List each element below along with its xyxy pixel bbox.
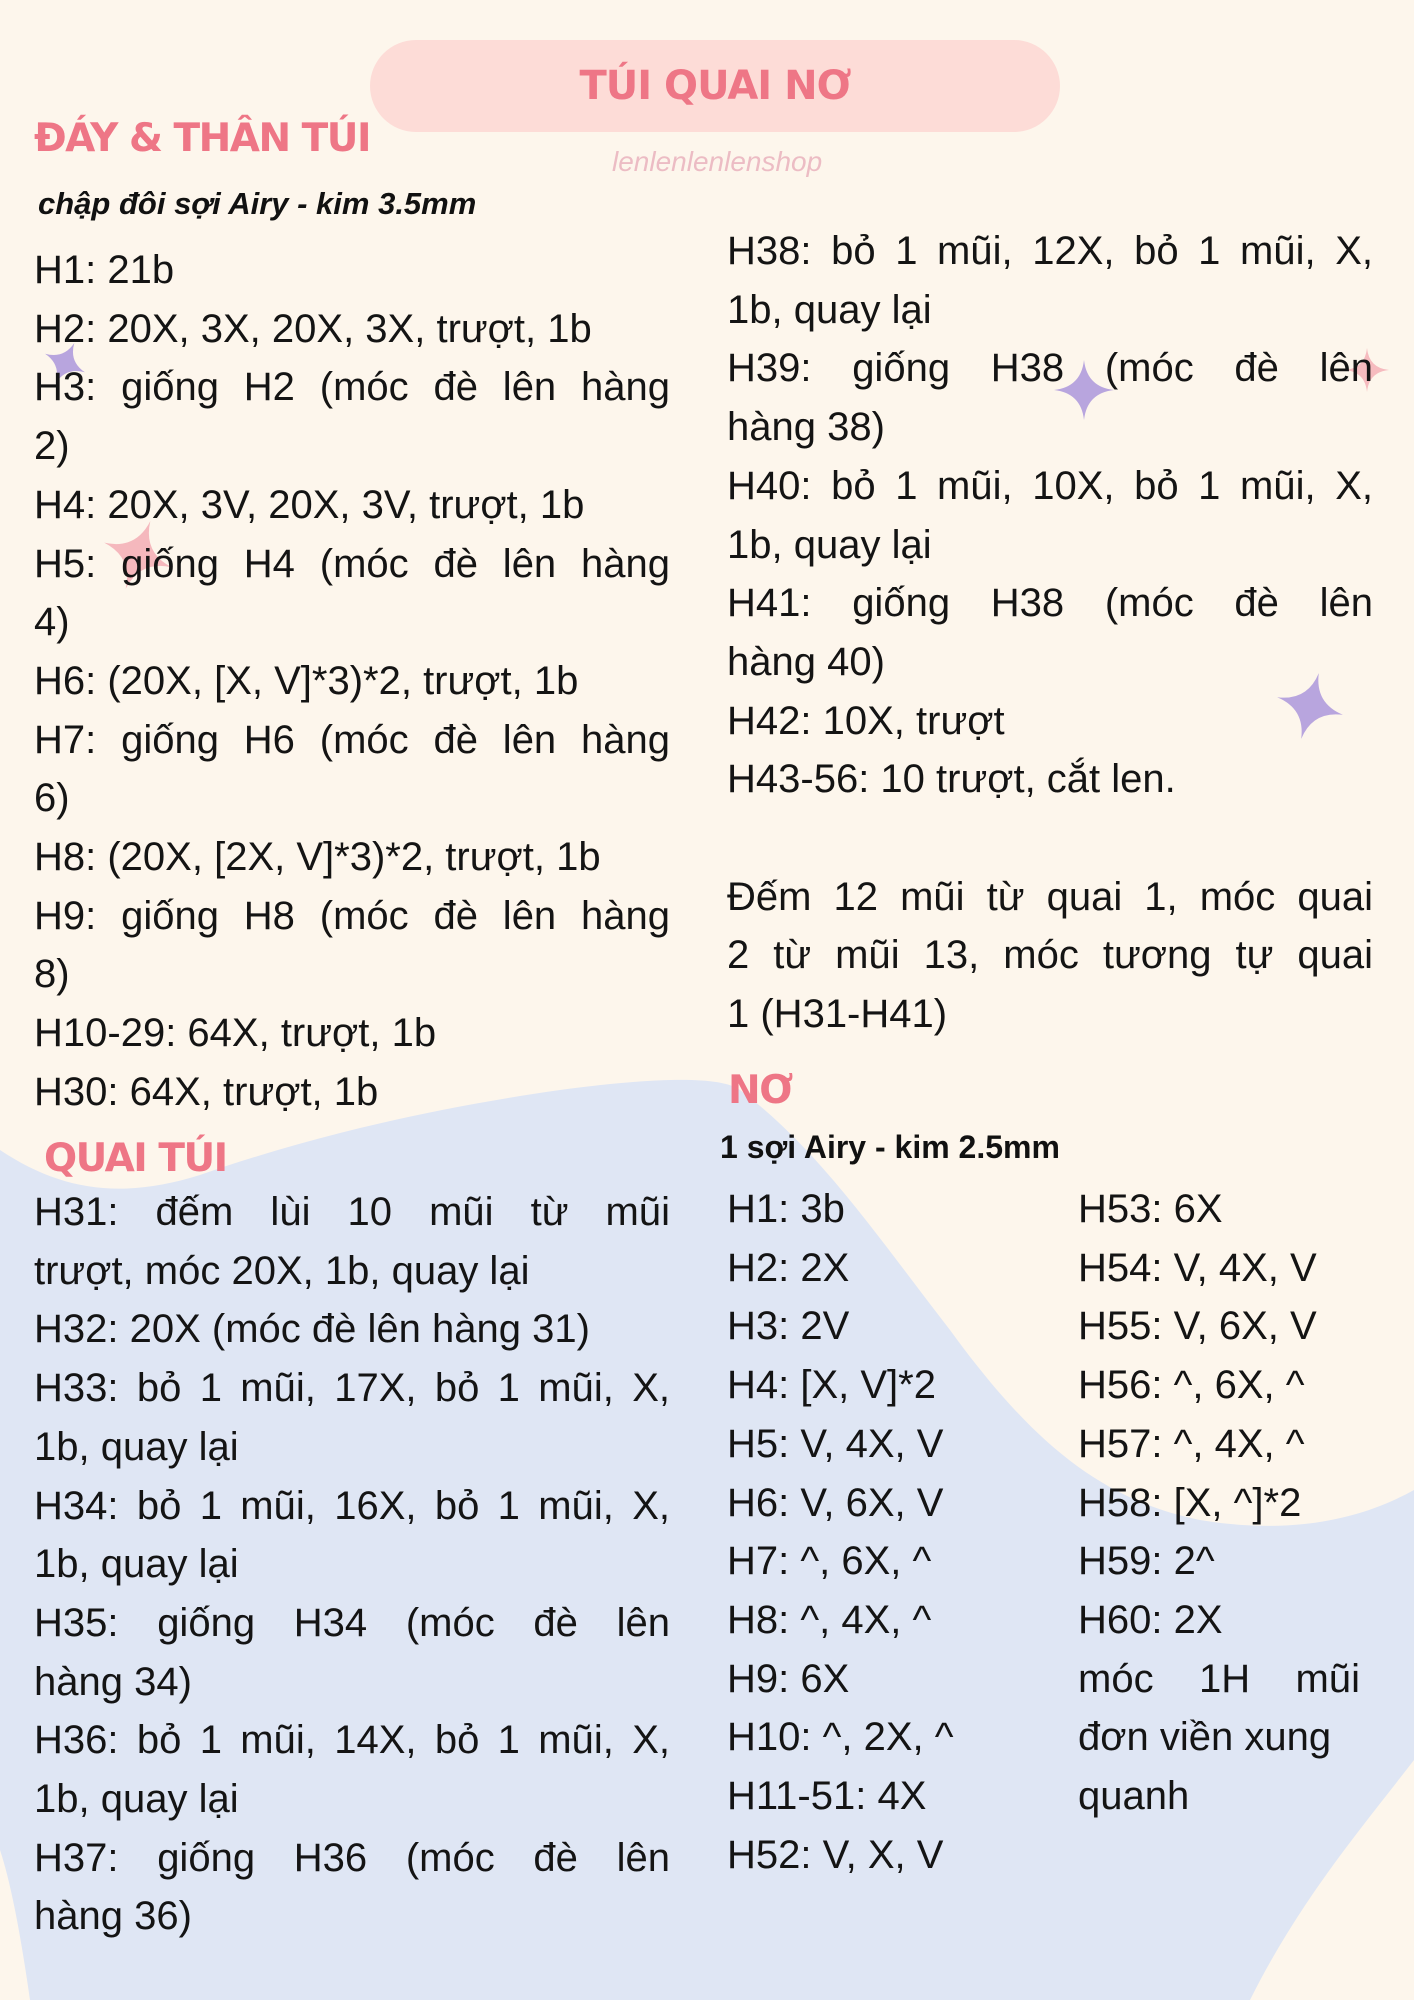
instruction-line: H8: (20X, [2X, V]*3)*2, trượt, 1b — [34, 835, 601, 880]
instruction-line: hàng 34) — [34, 1659, 192, 1704]
note-line: Đếm 12 mũi từ quai 1, móc quai — [727, 874, 1373, 919]
instruction-line: 1b, quay lại — [727, 522, 932, 567]
instruction-line: trượt, móc 20X, 1b, quay lại — [34, 1248, 530, 1293]
instruction-line: H1: 3b — [727, 1187, 845, 1231]
instruction-line: H4: [X, V]*2 — [727, 1363, 936, 1408]
instruction-line: H41: giống H38 (móc đè lên — [727, 581, 1373, 626]
instruction-line: H55: V, 6X, V — [1078, 1304, 1317, 1349]
instruction-line: H38: bỏ 1 mũi, 12X, bỏ 1 mũi, X, — [727, 229, 1373, 273]
instruction-line: 1b, quay lại — [34, 1424, 239, 1469]
instruction-line: hàng 38) — [727, 405, 885, 450]
section-heading-bow: NƠ — [728, 1068, 792, 1113]
instruction-line: H6: V, 6X, V — [727, 1480, 944, 1525]
instruction-line: H10-29: 64X, trượt, 1b — [34, 1011, 437, 1056]
instruction-line: 1b, quay lại — [34, 1777, 239, 1822]
instruction-line: H3: 2V — [727, 1304, 850, 1349]
handle-instructions-continued — [727, 222, 1373, 1044]
instruction-line: 4) — [34, 600, 70, 645]
instruction-line: H1: 21b — [34, 248, 175, 292]
instruction-line: đơn viền xung — [1078, 1715, 1332, 1760]
instruction-line: 6) — [34, 776, 70, 821]
instruction-line: H40: bỏ 1 mũi, 10X, bỏ 1 mũi, X, — [727, 463, 1373, 508]
instruction-line: H34: bỏ 1 mũi, 16X, bỏ 1 mũi, X, — [34, 1483, 670, 1528]
instruction-line: 8) — [34, 952, 70, 997]
instruction-line: hàng 40) — [727, 639, 885, 684]
instruction-line: H10: ^, 2X, ^ — [727, 1715, 954, 1760]
shop-watermark: lenlenlenlenshop — [612, 146, 823, 177]
page-title: TÚI QUAI NƠ — [579, 63, 851, 109]
spacer — [727, 809, 1373, 868]
instruction-line: H9: 6X — [727, 1656, 850, 1701]
instruction-line: H6: (20X, [X, V]*3)*2, trượt, 1b — [34, 658, 579, 703]
instruction-line: H7: ^, 6X, ^ — [727, 1539, 932, 1584]
instruction-line: H31: đếm lùi 10 mũi từ mũi — [34, 1190, 670, 1234]
instruction-line: H39: giống H38 (móc đè lên — [727, 346, 1373, 391]
section-heading-body: ĐÁY & THÂN TÚI — [34, 116, 370, 161]
instruction-line: H60: 2X — [1078, 1597, 1223, 1642]
instruction-line: H42: 10X, trượt — [727, 698, 1005, 743]
instruction-line: H4: 20X, 3V, 20X, 3V, trượt, 1b — [34, 482, 585, 527]
instruction-line: H2: 2X — [727, 1245, 850, 1290]
body-instructions — [34, 241, 670, 1122]
instruction-line: H52: V, X, V — [727, 1832, 944, 1877]
instruction-line: H54: V, 4X, V — [1078, 1245, 1317, 1290]
yarn-note-body: chập đôi sợi Airy - kim 3.5mm — [38, 186, 477, 221]
instruction-line: H5: V, 4X, V — [727, 1421, 944, 1466]
instruction-line: H9: giống H8 (móc đè lên hàng — [34, 893, 670, 938]
note-line: 2 từ mũi 13, móc tương tự quai — [727, 933, 1373, 978]
title-banner — [370, 40, 1060, 132]
handle-instructions — [34, 1183, 670, 1946]
instruction-line: H7: giống H6 (móc đè lên hàng — [34, 717, 670, 762]
note-line: 1 (H31-H41) — [727, 992, 948, 1037]
instruction-line: H30: 64X, trượt, 1b — [34, 1069, 379, 1114]
instruction-line: H2: 20X, 3X, 20X, 3X, trượt, 1b — [34, 306, 592, 351]
instruction-line: H57: ^, 4X, ^ — [1078, 1421, 1305, 1466]
instruction-line: H53: 6X — [1078, 1187, 1223, 1231]
instruction-line: H5: giống H4 (móc đè lên hàng — [34, 541, 670, 586]
instruction-line: H59: 2^ — [1078, 1539, 1215, 1584]
instruction-line: H33: bỏ 1 mũi, 17X, bỏ 1 mũi, X, — [34, 1366, 670, 1411]
instruction-line: H56: ^, 6X, ^ — [1078, 1363, 1305, 1408]
instruction-line: H32: 20X (móc đè lên hàng 31) — [34, 1307, 590, 1352]
instruction-line: H11-51: 4X — [727, 1774, 927, 1819]
bow-instructions-col1 — [727, 1180, 1057, 1884]
instruction-line: 1b, quay lại — [34, 1542, 239, 1587]
instruction-line: hàng 36) — [34, 1894, 192, 1939]
instruction-line: H43-56: 10 trượt, cắt len. — [727, 757, 1176, 802]
instruction-line: móc 1H mũi — [1078, 1656, 1360, 1701]
instruction-line: 2) — [34, 424, 70, 469]
instruction-line: H36: bỏ 1 mũi, 14X, bỏ 1 mũi, X, — [34, 1718, 670, 1763]
bow-instructions-col2 — [1078, 1180, 1360, 1826]
instruction-line: H37: giống H36 (móc đè lên — [34, 1835, 670, 1880]
instruction-line: H3: giống H2 (móc đè lên hàng — [34, 365, 670, 410]
instruction-line: quanh — [1078, 1774, 1190, 1819]
instruction-line: H35: giống H34 (móc đè lên — [34, 1600, 670, 1645]
section-heading-handle: QUAI TÚI — [44, 1136, 227, 1181]
instruction-line: 1b, quay lại — [727, 287, 932, 332]
instruction-line: H8: ^, 4X, ^ — [727, 1597, 932, 1642]
instruction-line: H58: [X, ^]*2 — [1078, 1480, 1302, 1525]
yarn-note-bow: 1 sợi Airy - kim 2.5mm — [720, 1129, 1060, 1165]
